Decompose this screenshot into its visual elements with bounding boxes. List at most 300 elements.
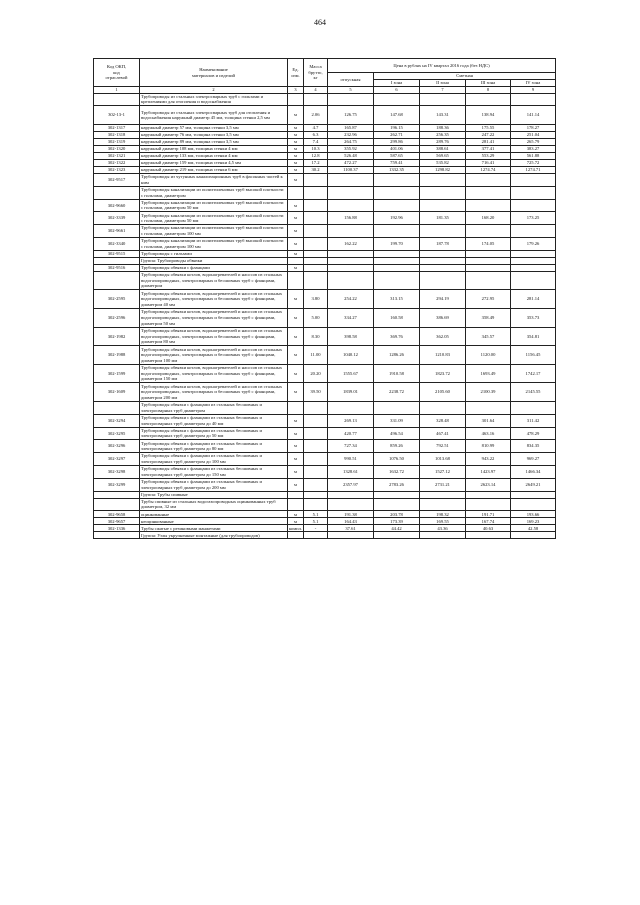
name-cell: Трубопроводы обвязки с фланцами из стальных бесшовных и электросварных труб диаметром до 50 мм [140, 427, 288, 440]
price-cell [466, 271, 511, 290]
price-cell [328, 186, 374, 199]
price-cell: 232.96 [328, 131, 374, 138]
price-cell [420, 257, 466, 264]
price-cell [511, 532, 556, 539]
price-cell: 192.96 [374, 212, 420, 225]
price-cell [420, 532, 466, 539]
table-row [94, 453, 556, 466]
price-cell [328, 173, 374, 186]
price-cell: 299.86 [374, 138, 420, 145]
code-cell: 302-1321 [94, 152, 140, 159]
price-cell: 2357.97 [328, 478, 374, 491]
price-cell: 169.55 [420, 518, 466, 525]
price-cell: 2105.60 [420, 383, 466, 402]
name-cell: Трубопроводы канализации из полиэтиленовых труб высокой плотности с гильзами, диаметром [140, 186, 288, 199]
table-row [94, 440, 556, 453]
mass-cell [304, 465, 328, 478]
price-cell: 328.48 [420, 414, 466, 427]
unit-cell: м [288, 453, 304, 466]
table-header [94, 59, 556, 94]
price-cell [420, 173, 466, 186]
price-cell: 478.29 [511, 427, 556, 440]
mass-cell [304, 532, 328, 539]
price-cell: 143.31 [420, 106, 466, 125]
price-cell [466, 401, 511, 414]
price-cell: 181.35 [420, 212, 466, 225]
name-cell: Трубы сжатые с резиновыми манжетами [140, 525, 288, 532]
price-cell [374, 491, 420, 498]
column-index: 7 [420, 87, 466, 94]
column-index-row [94, 87, 556, 94]
price-cell [420, 186, 466, 199]
code-cell: 302-3339 [94, 212, 140, 225]
price-cell: 191.38 [328, 511, 374, 518]
mass-cell: 6.3 [304, 131, 328, 138]
price-cell: 2623.14 [466, 478, 511, 491]
price-cell: 167.74 [466, 518, 511, 525]
price-cell: 1839.01 [328, 383, 374, 402]
code-cell: 302-1988 [94, 346, 140, 365]
unit-cell [288, 93, 304, 106]
price-cell: 294.19 [420, 290, 466, 309]
table-row [94, 264, 556, 271]
mass-cell [304, 264, 328, 271]
price-cell: 264.75 [328, 138, 374, 145]
mass-cell [304, 93, 328, 106]
price-cell [511, 225, 556, 238]
code-cell: 302-1609 [94, 383, 140, 402]
price-cell: 990.51 [328, 453, 374, 466]
column-index: 9 [511, 87, 556, 94]
name-cell: Трубопроводы канализации из полиэтиленовых труб высокой плотности с гильзами, диаметром 100 мм [140, 225, 288, 238]
price-cell: 420.77 [328, 427, 374, 440]
price-cell: 156.88 [328, 212, 374, 225]
price-cell [328, 491, 374, 498]
price-cell: 569.65 [420, 152, 466, 159]
zone-3-header: III зона [466, 80, 511, 87]
price-cell [420, 199, 466, 212]
mass-cell: 30.2 [304, 166, 328, 173]
name-cell: Группа: Трубы спивные [140, 491, 288, 498]
zone-2-header: II зона [420, 80, 466, 87]
price-cell [420, 498, 466, 511]
price-cell: 561.88 [511, 152, 556, 159]
unit-cell [288, 401, 304, 414]
price-cell: 44.42 [374, 525, 420, 532]
code-cell: 302-3296 [94, 440, 140, 453]
price-cell: 1742.17 [511, 364, 556, 383]
code-cell [94, 401, 140, 414]
unit-cell: м [288, 511, 304, 518]
unit-cell [288, 186, 304, 199]
mass-cell: 2.06 [304, 106, 328, 125]
price-cell: 1555.67 [328, 364, 374, 383]
price-cell: 196.15 [374, 124, 420, 131]
price-cell: 203.78 [374, 511, 420, 518]
mass-cell [304, 225, 328, 238]
price-cell [511, 173, 556, 186]
code-cell: 302-9516 [94, 264, 140, 271]
price-cell [374, 173, 420, 186]
price-cell [420, 491, 466, 498]
price-cell: 43.36 [420, 525, 466, 532]
mass-cell: 3.80 [304, 290, 328, 309]
price-cell: 377.41 [466, 145, 511, 152]
code-cell: 302-1599 [94, 364, 140, 383]
table-row [94, 498, 556, 511]
mass-cell: 7.4 [304, 138, 328, 145]
price-cell: 2649.21 [511, 478, 556, 491]
name-cell: наружный диаметр 133 мм, толщина стенки 4 мм [140, 152, 288, 159]
unit-cell: м [288, 124, 304, 131]
price-cell: 198.32 [420, 511, 466, 518]
name-cell: Трубопроводы обвязки с фланцами из стальных бесшовных и электросварных труб диаметром до 150 мм [140, 465, 288, 478]
code-cell [94, 257, 140, 264]
price-cell: 2238.72 [374, 383, 420, 402]
column-index: 4 [304, 87, 328, 94]
price-cell: 301.64 [466, 414, 511, 427]
code-column-header: Код ОКП, код отраслевой [94, 59, 140, 87]
unit-cell: м [288, 290, 304, 309]
price-cell [420, 225, 466, 238]
price-cell: 1823.72 [420, 364, 466, 383]
price-cell: 1100.37 [328, 166, 374, 173]
price-cell: 147.68 [374, 106, 420, 125]
mass-cell [304, 199, 328, 212]
price-cell: 174.05 [466, 237, 511, 250]
column-index: 5 [328, 87, 374, 94]
group-row [94, 491, 556, 498]
price-cell [511, 186, 556, 199]
unit-cell: м [288, 440, 304, 453]
price-table [93, 58, 556, 539]
table-row [94, 427, 556, 440]
price-cell: 2783.26 [374, 478, 420, 491]
mass-cell: 5.00 [304, 308, 328, 327]
mass-cell [304, 478, 328, 491]
price-cell: 1156.45 [511, 346, 556, 365]
price-cell: 1040.12 [328, 346, 374, 365]
name-cell: Трубопроводы обвязки с фланцами из стальных бесшовных и электросварных труб диаметром [140, 401, 288, 414]
price-cell [466, 186, 511, 199]
mass-cell [304, 440, 328, 453]
name-cell: Трубопроводы из стальных электросварных труб для отопления и водоснабжения наружный диаметр 45 мм, толщина стенки 2,5 мм [140, 106, 288, 125]
name-cell: Трубопроводы обвязки котлов, водонагревателей и насосов из стальных водогазопроводных, электросварных и бесшовных труб с фланцами, диаметром 200 мм [140, 383, 288, 402]
mass-column-header: Масса брутто, кг [304, 59, 328, 87]
unit-cell: м [288, 166, 304, 173]
table-row [94, 138, 556, 145]
price-cell: 40.63 [466, 525, 511, 532]
price-cell [466, 225, 511, 238]
price-cell [420, 250, 466, 257]
mass-cell [304, 453, 328, 466]
table-row [94, 212, 556, 225]
name-cell: оцинкованные [140, 511, 288, 518]
table-body [94, 93, 556, 539]
code-cell: 302-1323 [94, 166, 140, 173]
price-cell: 1527.12 [420, 465, 466, 478]
price-header: Цена в рублях на IV квартал 2016 года (без НДС) [328, 59, 556, 73]
price-cell: 1632.72 [374, 465, 420, 478]
price-cell: 37.61 [328, 525, 374, 532]
unit-cell: м [288, 264, 304, 271]
code-cell [94, 532, 140, 539]
table-row [94, 145, 556, 152]
name-cell: наружный диаметр 219 мм, толщина стенки 6 мм [140, 166, 288, 173]
unit-cell: м [288, 173, 304, 186]
price-cell: 526.48 [328, 152, 374, 159]
code-cell: 302-1336 [94, 525, 140, 532]
price-cell [511, 199, 556, 212]
price-cell [420, 93, 466, 106]
mass-cell [304, 427, 328, 440]
price-cell [374, 186, 420, 199]
column-index: 3 [288, 87, 304, 94]
code-cell: 302-2595 [94, 290, 140, 309]
unit-cell [288, 271, 304, 290]
price-cell [374, 250, 420, 257]
table-row [94, 327, 556, 346]
price-cell [420, 401, 466, 414]
price-cell: 188.36 [420, 124, 466, 131]
zone-1-header: I зона [374, 80, 420, 87]
price-cell: 179.26 [511, 237, 556, 250]
column-index: 8 [466, 87, 511, 94]
price-cell: 1274.74 [466, 166, 511, 173]
code-cell: 302-3298 [94, 465, 140, 478]
name-cell: Трубопроводы с гильзами [140, 250, 288, 257]
table-row [94, 199, 556, 212]
estimate-price-header: Сметная [374, 73, 556, 80]
price-cell [374, 532, 420, 539]
name-cell: Трубопроводы обвязки с фланцами [140, 264, 288, 271]
price-cell [374, 225, 420, 238]
table-row [94, 166, 556, 173]
unit-cell: м [288, 159, 304, 166]
price-cell [328, 93, 374, 106]
price-cell: 254.22 [328, 290, 374, 309]
mass-cell: 12.8 [304, 152, 328, 159]
mass-cell: 17.2 [304, 159, 328, 166]
unit-cell: м [288, 145, 304, 152]
price-cell [374, 498, 420, 511]
code-cell [94, 271, 140, 290]
price-cell: 1210.83 [420, 346, 466, 365]
price-cell [328, 271, 374, 290]
price-cell: 160.58 [374, 308, 420, 327]
price-cell [511, 264, 556, 271]
price-cell [511, 491, 556, 498]
price-cell: 251.04 [511, 131, 556, 138]
price-cell: 1910.58 [374, 364, 420, 383]
name-cell: Трубопроводы канализации из полиэтиленовых труб высокой плотности с гильзами, диаметром 50 мм [140, 212, 288, 225]
price-cell: 353.73 [511, 308, 556, 327]
price-cell: 1120.00 [466, 346, 511, 365]
name-cell: Трубы спивные из стальных водогазопроводных оцинкованных труб диаметром, 32 мм [140, 498, 288, 511]
price-cell [328, 401, 374, 414]
unit-cell: м [288, 237, 304, 250]
unit-cell [288, 498, 304, 511]
price-cell [466, 532, 511, 539]
price-cell: 727.34 [328, 440, 374, 453]
table-row [94, 525, 556, 532]
table-row [94, 518, 556, 525]
code-cell: 302-1317 [94, 124, 140, 131]
price-cell [511, 93, 556, 106]
code-cell: 302-1982 [94, 327, 140, 346]
price-cell [511, 250, 556, 257]
mass-cell [304, 401, 328, 414]
price-cell: 247.22 [466, 131, 511, 138]
mass-cell [304, 498, 328, 511]
price-cell [374, 264, 420, 271]
code-cell: 302-1320 [94, 145, 140, 152]
price-cell: 1298.82 [420, 166, 466, 173]
group-row [94, 257, 556, 264]
mass-cell [304, 257, 328, 264]
code-cell: 302-13-1 [94, 106, 140, 125]
price-cell [328, 199, 374, 212]
unit-column-header: Ед. изм. [288, 59, 304, 87]
mass-cell [304, 491, 328, 498]
table-row [94, 401, 556, 414]
price-cell: 262.71 [374, 131, 420, 138]
price-cell: 165.87 [328, 124, 374, 131]
unit-cell: м [288, 212, 304, 225]
price-cell: 535.82 [420, 159, 466, 166]
table-row [94, 271, 556, 290]
price-cell: 334.27 [328, 308, 374, 327]
table-row [94, 511, 556, 518]
price-cell: 1466.34 [511, 465, 556, 478]
unit-cell: м [288, 414, 304, 427]
price-cell: 1332.35 [374, 166, 420, 173]
name-cell: наружный диаметр 108 мм, толщина стенки 4 мм [140, 145, 288, 152]
price-cell [466, 173, 511, 186]
price-cell [328, 264, 374, 271]
price-cell: 358.49 [466, 308, 511, 327]
mass-cell: 11.00 [304, 346, 328, 365]
code-cell: 302-9658 [94, 511, 140, 518]
name-cell: Трубопроводы из стальных электросварных труб с гильзами и креплениями для отопления и водоснабжения [140, 93, 288, 106]
table-row [94, 93, 556, 106]
price-cell: 1328.61 [328, 465, 374, 478]
table-row [94, 364, 556, 383]
mass-cell [304, 212, 328, 225]
code-cell: 302-1319 [94, 138, 140, 145]
group-row [94, 532, 556, 539]
price-cell [511, 271, 556, 290]
price-cell: 1013.68 [420, 453, 466, 466]
mass-cell [304, 237, 328, 250]
price-cell: 178.27 [511, 124, 556, 131]
price-cell: 810.99 [466, 440, 511, 453]
price-cell [420, 271, 466, 290]
table-row [94, 465, 556, 478]
name-cell: Трубопроводы обвязки котлов, водонагревателей и насосов из стальных водогазопроводных, электросварных и бесшовных труб с фланцами, диаметром 40 мм [140, 290, 288, 309]
price-cell: 199.70 [374, 237, 420, 250]
price-cell: 1076.50 [374, 453, 420, 466]
price-cell [466, 264, 511, 271]
name-cell: Трубопроводы обвязки с фланцами из стальных бесшовных и электросварных труб диаметром до 200 мм [140, 478, 288, 491]
unit-cell: м [288, 427, 304, 440]
mass-cell [304, 173, 328, 186]
price-cell [328, 532, 374, 539]
price-cell: 331.09 [374, 414, 420, 427]
price-cell: 587.65 [374, 152, 420, 159]
price-cell: 272.95 [466, 290, 511, 309]
price-cell [511, 401, 556, 414]
price-cell: 398.58 [328, 327, 374, 346]
zone-4-header: IV зона [511, 80, 556, 87]
name-cell: Трубопроводы из чугунных канализационных труб в фасонных частей к ним [140, 173, 288, 186]
price-cell: 716.41 [466, 159, 511, 166]
table-row [94, 346, 556, 365]
price-cell: 168.20 [466, 212, 511, 225]
code-cell: 302-1318 [94, 131, 140, 138]
table-row [94, 225, 556, 238]
code-cell: 302-3299 [94, 478, 140, 491]
price-cell: 2100.39 [466, 383, 511, 402]
code-cell: 302-9517 [94, 173, 140, 186]
name-cell: наружный диаметр 76 мм, толщина стенки 3,5 мм [140, 131, 288, 138]
price-cell [466, 257, 511, 264]
name-cell: Группа: Трубопроводы обвязки [140, 257, 288, 264]
table-row [94, 308, 556, 327]
unit-cell: м [288, 152, 304, 159]
table-row [94, 290, 556, 309]
page-number: 464 [314, 18, 326, 27]
table-row [94, 131, 556, 138]
price-cell: 859.26 [374, 440, 420, 453]
price-cell: 313.15 [374, 290, 420, 309]
unit-cell: м [288, 465, 304, 478]
price-cell: 792.51 [420, 440, 466, 453]
unit-cell [288, 491, 304, 498]
price-cell: 369.76 [374, 327, 420, 346]
unit-cell: м [288, 383, 304, 402]
price-cell: 355.92 [328, 145, 374, 152]
price-cell: 354.81 [511, 327, 556, 346]
unit-cell: м [288, 327, 304, 346]
price-cell [374, 93, 420, 106]
price-cell: 265.79 [511, 138, 556, 145]
code-cell: 302-3297 [94, 453, 140, 466]
mass-cell: - [304, 525, 328, 532]
price-cell: 2731.21 [420, 478, 466, 491]
price-cell [466, 491, 511, 498]
price-cell: 759.41 [374, 159, 420, 166]
name-cell: Группа: Узлы укрупненные монтажные (для трубопроводов) [140, 532, 288, 539]
price-cell: 42.58 [511, 525, 556, 532]
name-cell: Трубопроводы обвязки с фланцами из стальных бесшовных и электросварных труб диаметром до 100 мм [140, 453, 288, 466]
unit-cell: м [288, 346, 304, 365]
name-cell: неоцинкованные [140, 518, 288, 525]
mass-cell: 5.1 [304, 518, 328, 525]
unit-cell: м [288, 518, 304, 525]
price-cell: 386.69 [420, 308, 466, 327]
price-cell: 943.22 [466, 453, 511, 466]
price-cell [466, 250, 511, 257]
price-cell [328, 257, 374, 264]
price-cell [511, 257, 556, 264]
name-cell: Трубопроводы обвязки котлов, водонагревателей и насосов из стальных водогазопроводных, электросварных и бесшовных труб с фланцами, диаметром 100 мм [140, 346, 288, 365]
price-cell [511, 498, 556, 511]
table-row [94, 106, 556, 125]
mass-cell [304, 271, 328, 290]
price-cell: 256.35 [420, 131, 466, 138]
name-cell: наружный диаметр 57 мм, толщина стенки 3,5 мм [140, 124, 288, 131]
